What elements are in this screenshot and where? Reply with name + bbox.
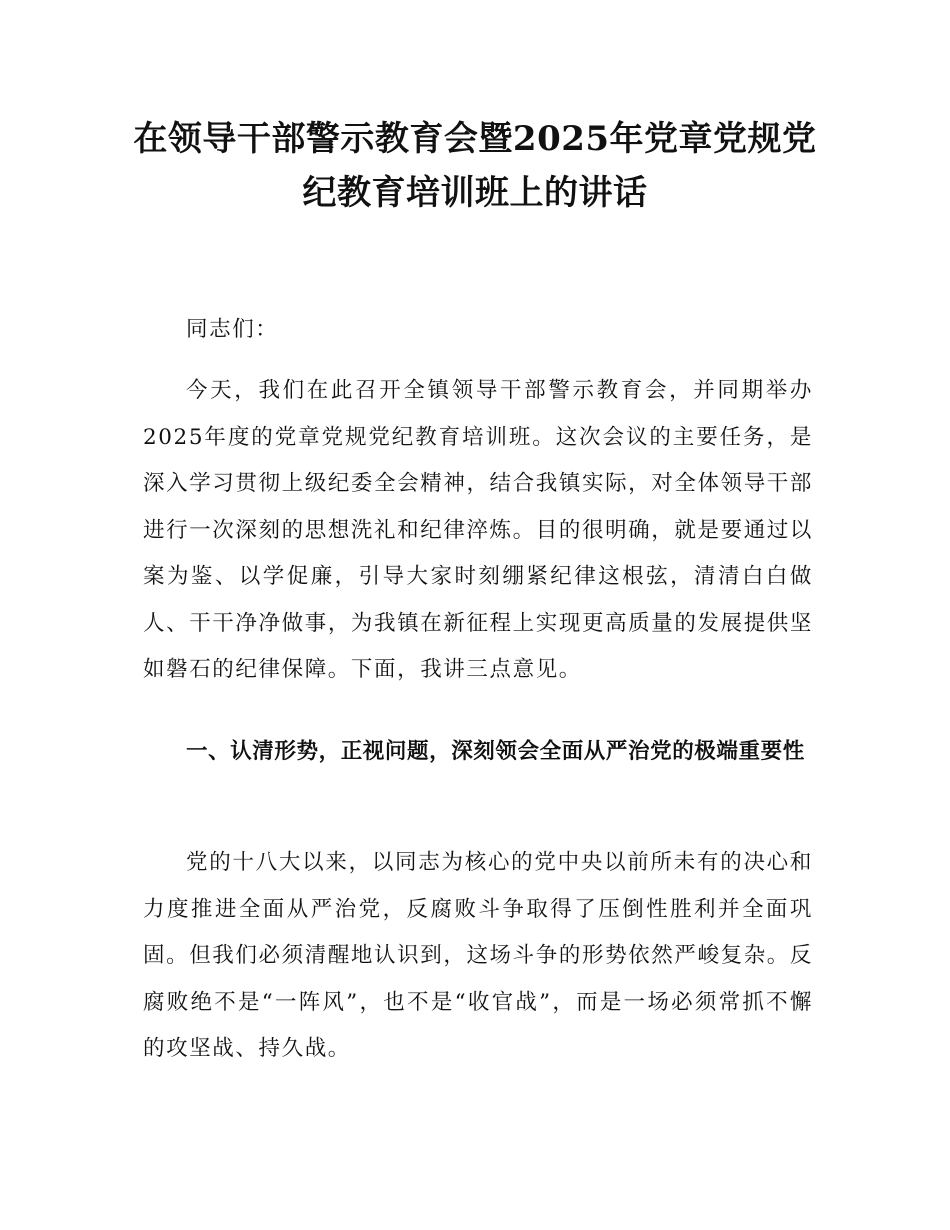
greeting: 同志们：: [186, 317, 279, 342]
paragraph-section-1: 党的十八大以来，以同志为核心的党中央以前所未有的决心和力度推进全面从严治党，反腐败斗争取得了压倒性胜利并全面巩固。但我们必须清醒地认识到，这场斗争的形势依然严峻复杂。反腐败绝不是“一阵风”，也不是“收官战”，而是一场必须常抓不懈的攻坚战、持久战。: [143, 850, 813, 1061]
title-line-2: 纪教育培训班上的讲话: [302, 173, 648, 213]
title-line-1: 在领导干部警示教育会暨2025年党章党规党: [133, 119, 817, 159]
paragraph-intro: 今天，我们在此召开全镇领导干部警示教育会，并同期举办2025年度的党章党规党纪教育培训班。这次会议的主要任务，是深入学习贯彻上级纪委全会精神，结合我镇实际，对全体领导干部进行一次深刻的思想洗礼和纪律淬炼。目的很明确，就是要通过以案为鉴、以学促廉，引导大家时刻绷紧纪律这根弦，清清白白做人、干干净净做事，为我镇在新征程上实现更高质量的发展提供坚如磐石的纪律保障。下面，我讲三点意见。: [143, 378, 813, 682]
section-heading-1: 一、认清形势，正视问题，深刻领会全面从严治党的极端重要性: [186, 739, 805, 764]
document-title: [100, 112, 850, 220]
